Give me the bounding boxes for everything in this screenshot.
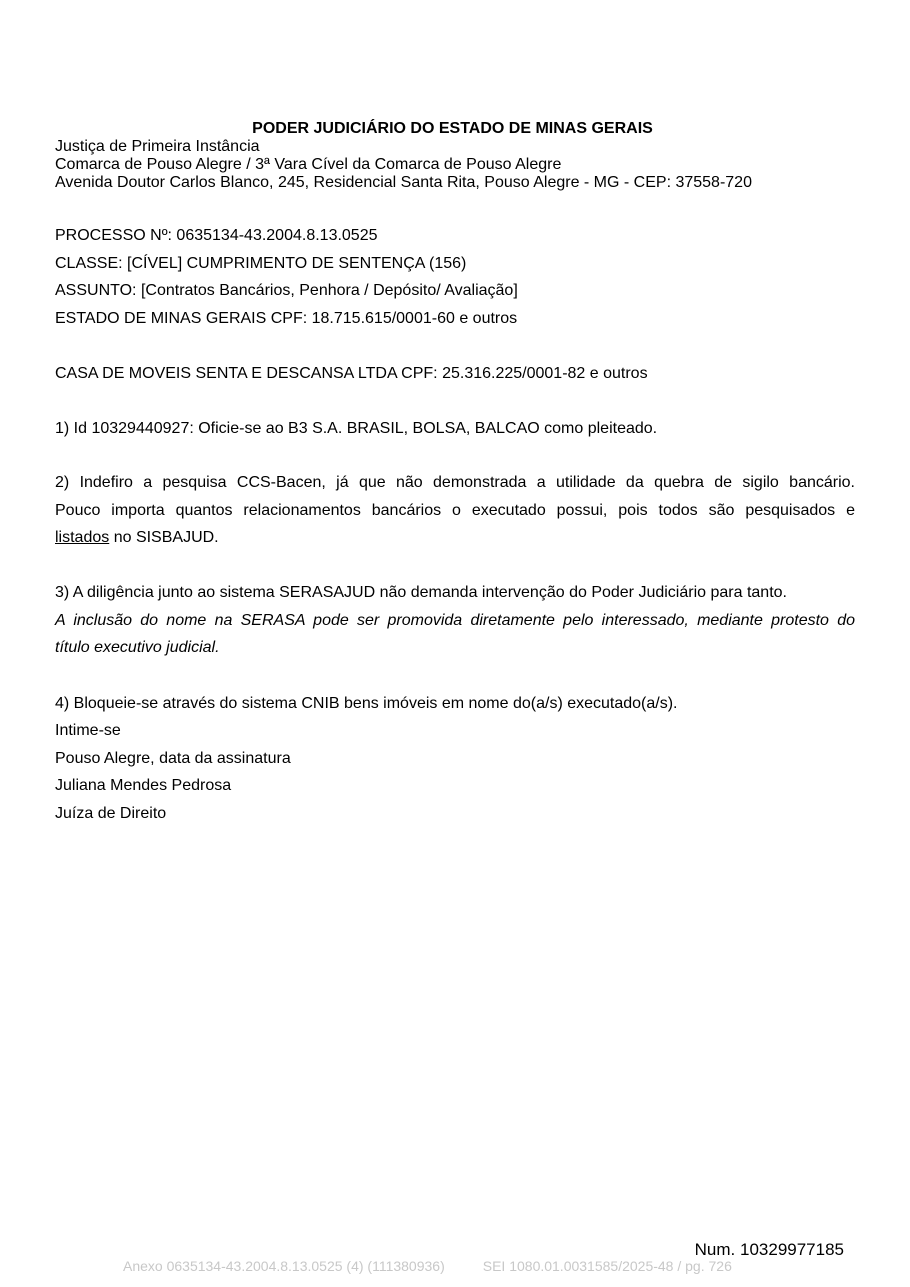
court-name: Comarca de Pouso Alegre / 3ª Vara Cível da Comarca de Pouso Alegre bbox=[55, 156, 562, 173]
court-address: Avenida Doutor Carlos Blanco, 245, Residencial Santa Rita, Pouso Alegre - MG - CEP: 37558-720 bbox=[55, 174, 752, 191]
annex-reference: Anexo 0635134-43.2004.8.13.0525 (4) (111380936) bbox=[123, 1258, 445, 1274]
decision-item-2-line-1: 2) Indefiro a pesquisa CCS-Bacen, já que não demonstrada a utilidade da quebra de sigilo bancário. bbox=[55, 474, 855, 491]
case-plaintiff: ESTADO DE MINAS GERAIS CPF: 18.715.615/0001-60 e outros bbox=[55, 310, 518, 327]
judge-title: Juíza de Direito bbox=[55, 805, 167, 822]
decision-item-3-line-1: 3) A diligência junto ao sistema SERASAJUD não demanda intervenção do Poder Judiciário para tanto. bbox=[55, 584, 787, 601]
footer-watermark bbox=[123, 1258, 732, 1274]
decision-item-3-italic-line-1: A inclusão do nome na SERASA pode ser promovida diretamente pelo interessado, mediante protesto do bbox=[55, 611, 855, 629]
decision-item-1: 1) Id 10329440927: Oficie-se ao B3 S.A. BRASIL, BOLSA, BALCAO como pleiteado. bbox=[55, 420, 658, 437]
closing-intime: Intime-se bbox=[55, 722, 121, 739]
decision-item-3 bbox=[55, 579, 855, 662]
decision-item-2-line-3 bbox=[55, 524, 855, 552]
underlined-word: listados bbox=[55, 529, 110, 546]
decision-item-3-italic-line-2: título executivo judicial. bbox=[55, 639, 220, 656]
decision-item-2-line-2: Pouco importa quantos relacionamentos bancários o executado possui, pois todos são pesquisados e bbox=[55, 501, 855, 519]
case-defendant: CASA DE MOVEIS SENTA E DESCANSA LTDA CPF: 25.316.225/0001-82 e outros bbox=[55, 365, 648, 382]
document-number: Num. 10329977185 bbox=[694, 1240, 844, 1259]
court-instance: Justiça de Primeira Instância bbox=[55, 138, 260, 155]
closing-place-date: Pouso Alegre, data da assinatura bbox=[55, 750, 291, 767]
decision-item-4: 4) Bloqueie-se através do sistema CNIB bens imóveis em nome do(a/s) executado(a/s). bbox=[55, 695, 678, 712]
case-subject: ASSUNTO: [Contratos Bancários, Penhora / Depósito/ Avaliação] bbox=[55, 282, 518, 299]
sei-reference: SEI 1080.01.0031585/2025-48 / pg. 726 bbox=[482, 1258, 732, 1274]
court-title: PODER JUDICIÁRIO DO ESTADO DE MINAS GERAIS bbox=[252, 120, 653, 137]
case-class: CLASSE: [CÍVEL] CUMPRIMENTO DE SENTENÇA (156) bbox=[55, 255, 467, 272]
judge-name: Juliana Mendes Pedrosa bbox=[55, 777, 232, 794]
process-number: PROCESSO Nº: 0635134-43.2004.8.13.0525 bbox=[55, 227, 378, 244]
decision-item-2 bbox=[55, 469, 855, 552]
decision-item-2-line-3-rest: no SISBAJUD. bbox=[109, 529, 219, 546]
